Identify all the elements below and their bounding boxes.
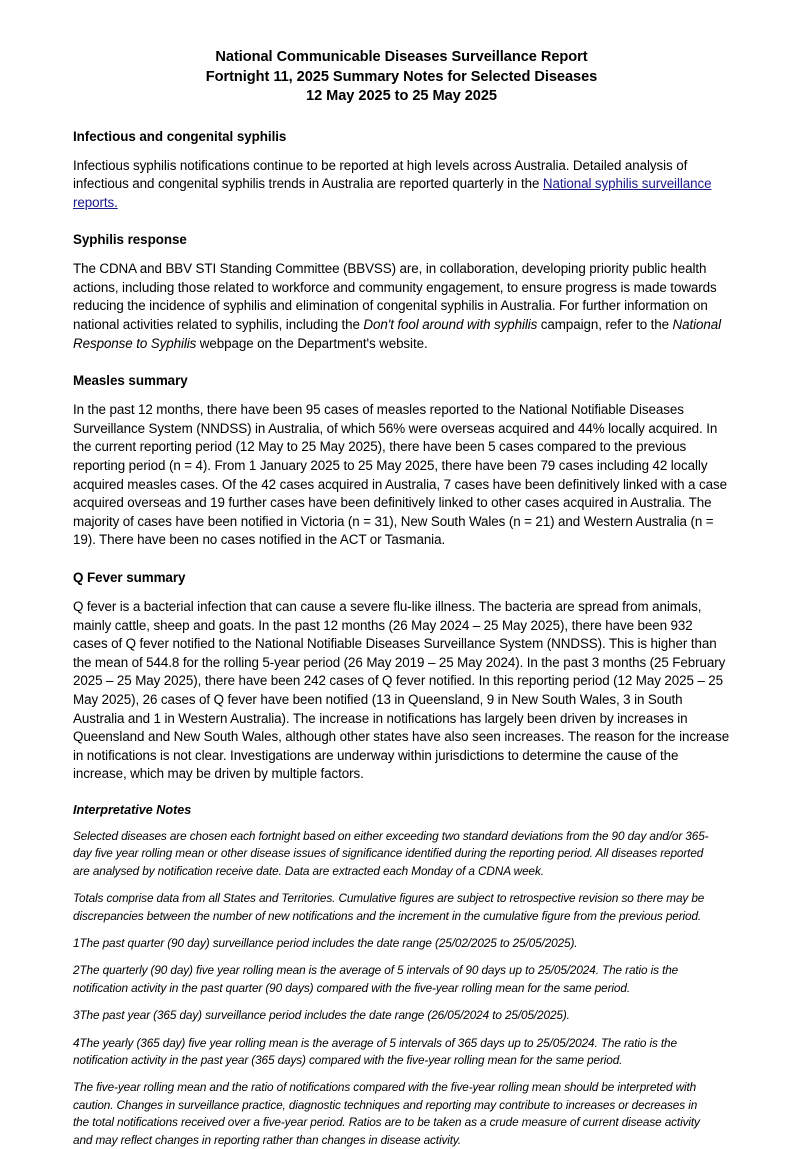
interpretative-note: 4The yearly (365 day) five year rolling mean is the average of 5 intervals of 365 days up to 25/05/2024. The ratio is the notification activity in the past year (365 days) compared with the five-year rolling mean for the same period. xyxy=(73,1035,677,1067)
interpretative-note: 3The past year (365 day) surveillance period includes the date range (26/05/2024 to 25/05/2025). xyxy=(73,1008,570,1023)
document-title-block xyxy=(73,44,730,107)
webpage-name-national-response-to-syphilis: National Response to Syphilis xyxy=(73,317,722,351)
interpretative-note: 1The past quarter (90 day) surveillance period includes the date range (25/02/2025 to 25/05/2025). xyxy=(73,935,578,950)
interpretative-note: Selected diseases are chosen each fortnight based on either exceeding two standard deviations from the 90 day and/or 365-day five year rolling mean or other disease issues of significance identified during the reporting period. All diseases reported are analysed by notification receive date. Data are extracted each Monday of a CDNA week. xyxy=(73,828,709,878)
paragraph-measles-summary: In the past 12 months, there have been 95 cases of measles reported to the National Notifiable Diseases Surveillance System (NNDSS) in Australia, of which 56% were overseas acquired and 44% locally acquired. In the current reporting period (12 May to 25 May 2025), there have been 5 cases compared to the previous reporting period (n = 4). From 1 January 2025 to 25 May 2025, there have been 79 cases including 42 locally acquired measles cases. Of the 42 cases acquired in Australia, 7 cases have been definitively linked with a case acquired overseas and 19 further cases have been definitively linked to other cases acquired in Australia. The majority of cases have been notified in Victoria (n = 31), New South Wales (n = 21) and Western Australia (n = 19). There have been no cases notified in the ACT or Tasmania. xyxy=(73,402,727,548)
paragraph-infectious-congenital-syphilis xyxy=(73,157,730,213)
syphilis-response-part-2: campaign, refer to the xyxy=(537,317,673,333)
campaign-name-dont-fool-around-with-syphilis: Don't fool around with syphilis xyxy=(363,317,538,333)
paragraph-syphilis-response xyxy=(73,260,730,353)
document-title-line-2: Fortnight 11, 2025 Summary Notes for Selected Diseases xyxy=(205,68,598,85)
national-syphilis-surveillance-reports-link[interactable]: National syphilis surveillance reports. xyxy=(73,176,712,210)
syphilis-paragraph-text: Infectious syphilis notifications continue to be reported at high levels across Australia. Detailed analysis of infectious and congenital syphilis trends in Australia are reported quarterly in the xyxy=(73,157,688,192)
heading-measles-summary: Measles summary xyxy=(73,373,188,389)
syphilis-response-part-1: The CDNA and BBV STI Standing Committee (BBVSS) are, in collaboration, developing priority public health actions, including those related to workforce and community engagement, to ensure progress is made towards reducing the incidence of syphilis and elimination of congenital syphilis in Australia. For further information on national activities related to syphilis, including the xyxy=(73,261,717,333)
heading-interpretative-notes: Interpretative Notes xyxy=(73,802,192,817)
interpretative-note: The five-year rolling mean and the ratio of notifications compared with the five-year rolling mean should be interpreted with caution. Changes in surveillance practice, diagnostic techniques and reporting may contribute to increases or decreases in the total notifications received over a five-year period. Ratios are to be taken as a crude measure of current disease activity and may reflect changes in reporting rather than changes in disease activity. xyxy=(73,1080,700,1147)
syphilis-response-part-3: webpage on the Department's website. xyxy=(196,335,428,351)
heading-q-fever-summary: Q Fever summary xyxy=(73,570,186,585)
heading-syphilis-response: Syphilis response xyxy=(73,232,187,248)
document-title-line-1: National Communicable Diseases Surveillance Report xyxy=(215,49,588,65)
heading-infectious-congenital-syphilis: Infectious and congenital syphilis xyxy=(73,128,287,144)
interpretative-note: Totals comprise data from all States and Territories. Cumulative figures are subject to retrospective revision so there may be discrepancies between the number of new notifications and the increment in the cumulative figure from the previous period. xyxy=(73,891,705,923)
document-title-line-3: 12 May 2025 to 25 May 2025 xyxy=(306,88,497,104)
paragraph-q-fever-summary: Q fever is a bacterial infection that can cause a severe flu-like illness. The bacteria are spread from animals, mainly cattle, sheep and goats. In the past 12 months (26 May 2024 – 25 May 2025), there have been 932 cases of Q fever notified to the National Notifiable Diseases Surveillance System (NNDSS). This is higher than the mean of 544.8 for the rolling 5-year period (26 May 2019 – 25 May 2024). In the past 3 months (25 February 2025 – 25 May 2025), there have been 242 cases of Q fever notified. In this reporting period (12 May 2025 – 25 May 2025), 26 cases of Q fever have been notified (13 in Queensland, 9 in New South Wales, 3 in South Australia and 1 in Western Australia). The increase in notifications has largely been driven by increases in Queensland and New South Wales, although other states have also seen increases. The reason for the increase in notifications is not clear. Investigations are underway within jurisdictions to determine the cause of the increase, which may be driven by multiple factors. xyxy=(73,599,730,782)
interpretative-note: 2The quarterly (90 day) five year rolling mean is the average of 5 intervals of 90 days up to 25/05/2024. The ratio is the notification activity in the past quarter (90 days) compared with the five-year rolling mean for the same period. xyxy=(73,963,679,995)
